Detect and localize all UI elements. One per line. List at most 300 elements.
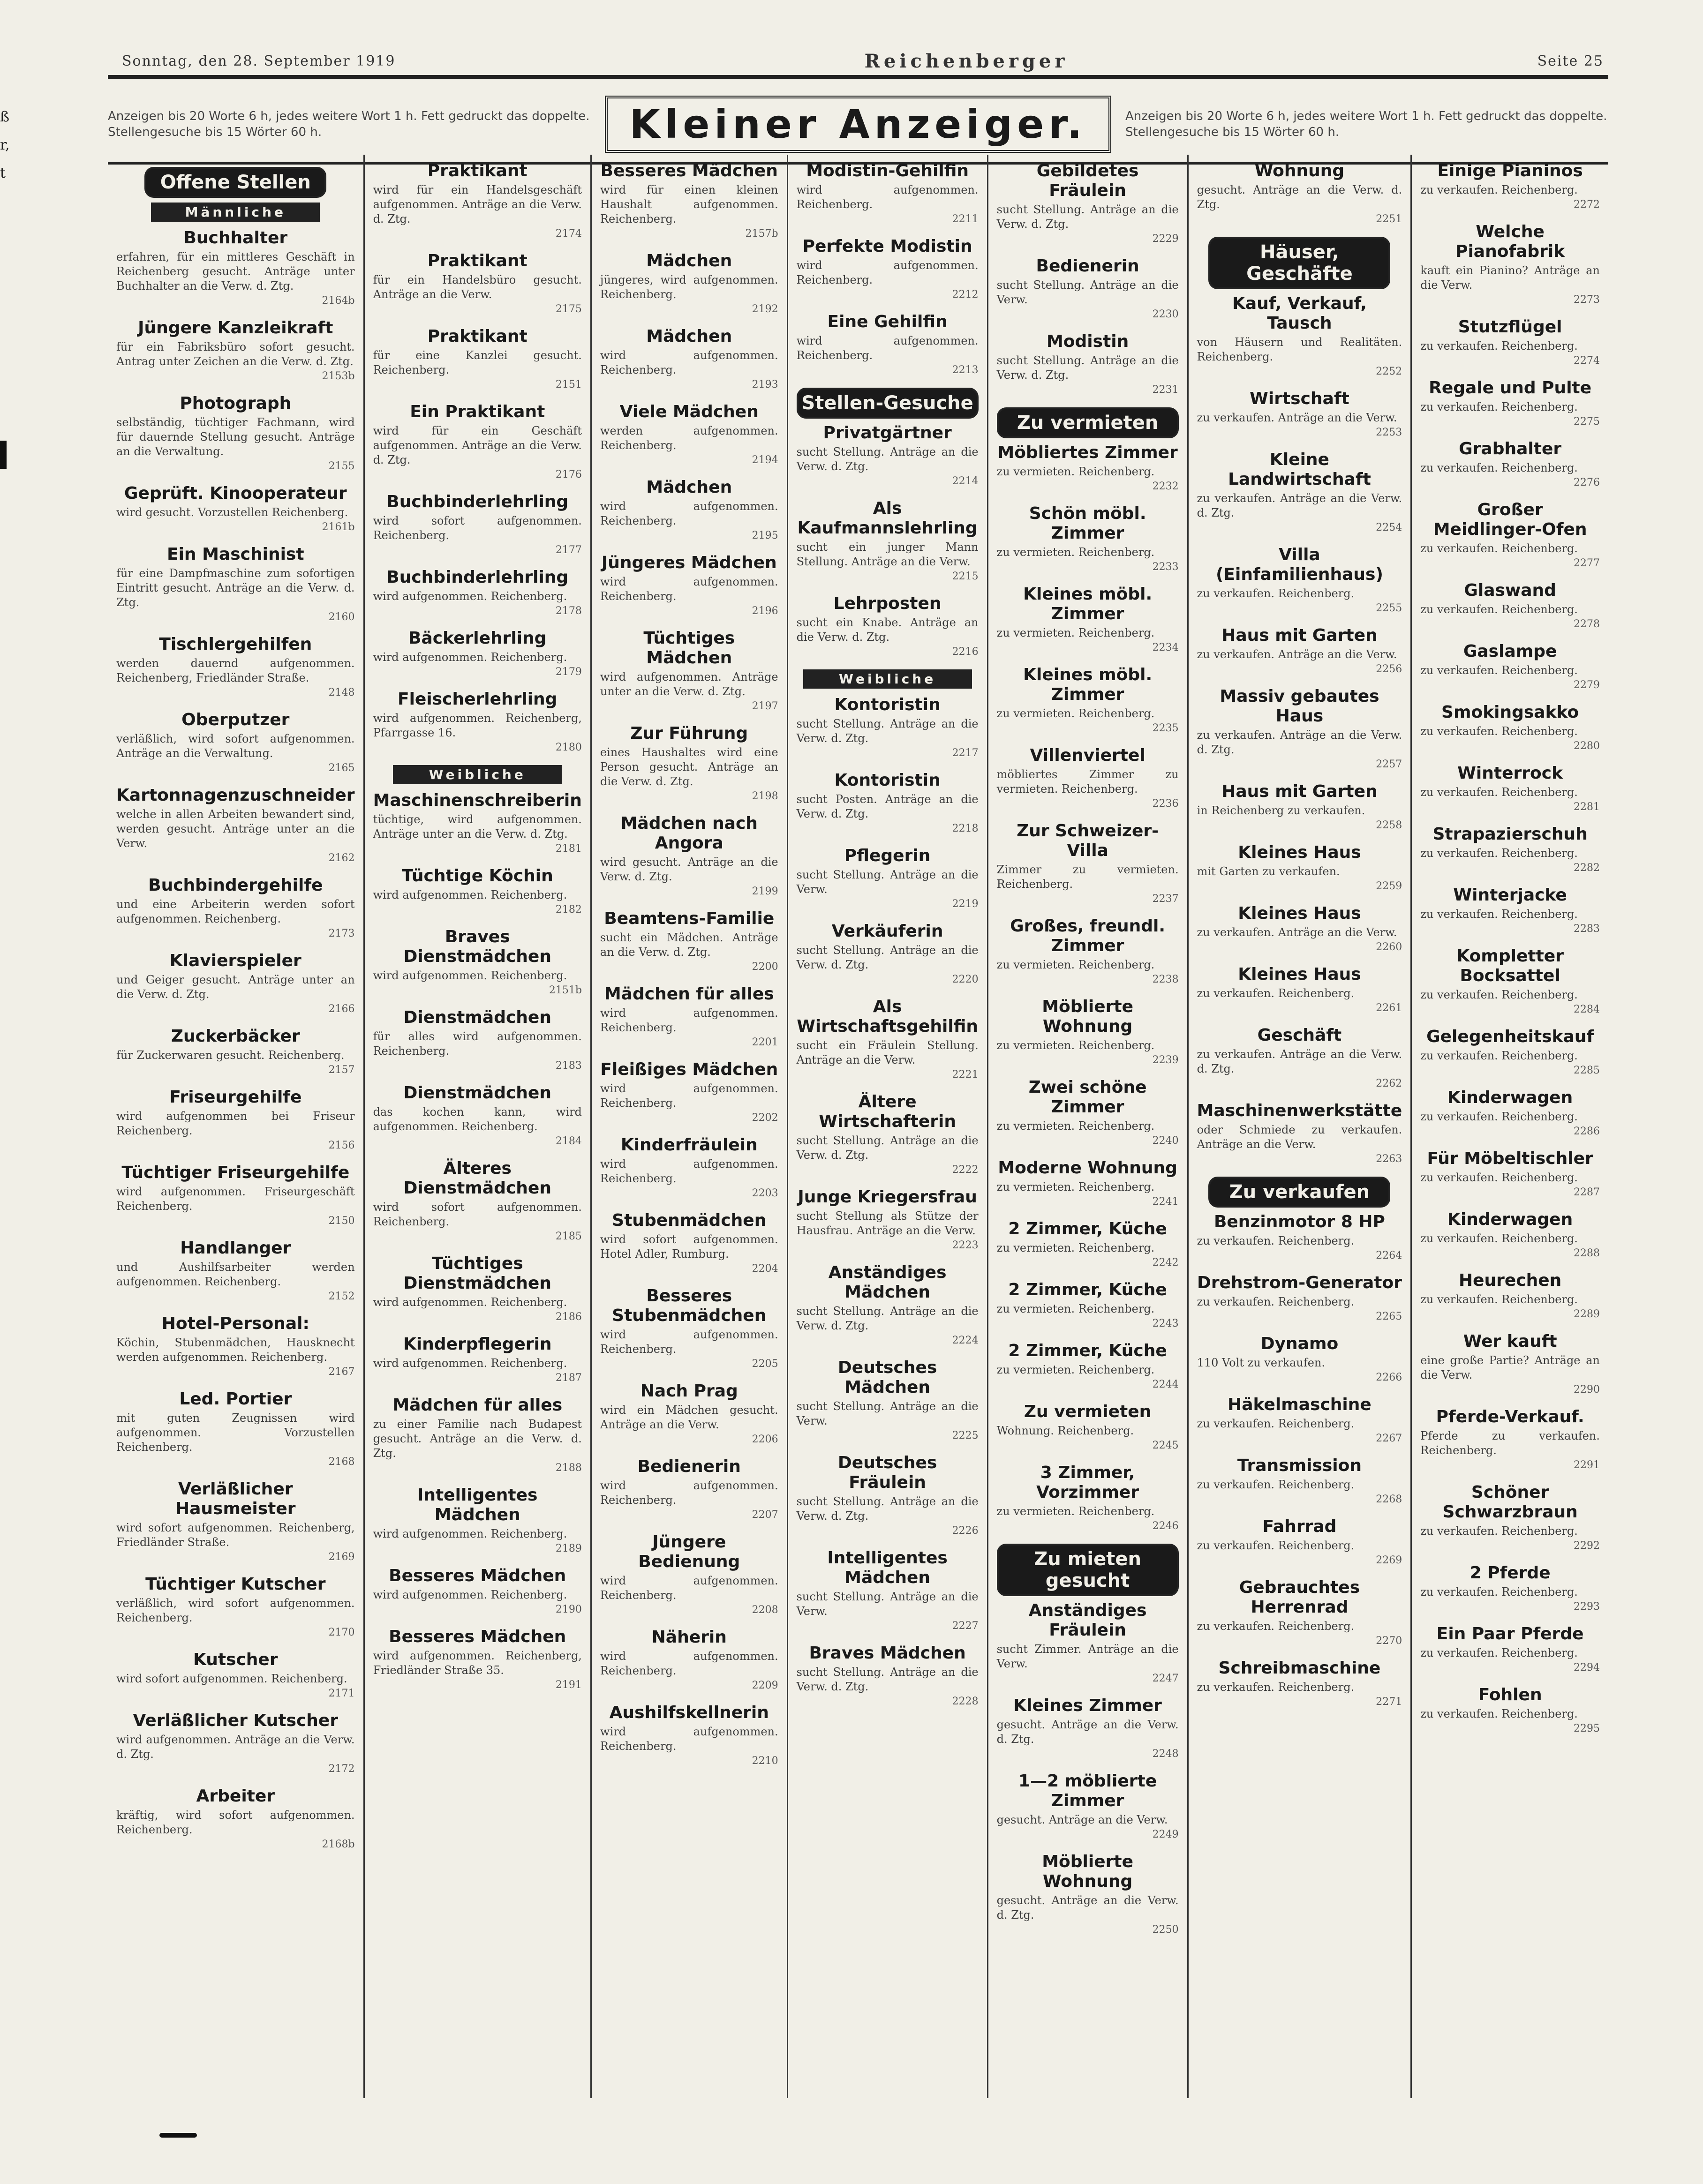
classified-ad: [600, 814, 778, 899]
ad-code: 2185: [555, 1231, 582, 1242]
classified-ad: [1420, 378, 1600, 429]
classified-ad: [116, 1786, 355, 1852]
ad-heading: Besseres Mädchen: [600, 161, 778, 180]
ad-code: 2252: [1376, 366, 1402, 377]
ad-heading: Gebildetes Fräulein: [1036, 161, 1139, 200]
classified-ad: [1420, 1407, 1600, 1472]
ad-heading: Ein Praktikant: [410, 402, 545, 421]
classified-ad: [997, 1601, 1179, 1686]
ad-text: wird aufgenommen. Reichenberg.: [373, 1527, 567, 1540]
classified-ad: [1197, 161, 1402, 226]
ad-code: 2213: [952, 364, 979, 376]
ad-code: 2281: [1574, 801, 1600, 813]
ad-text: für Zuckerwaren gesucht. Reichenberg.: [116, 1049, 345, 1062]
ad-heading: Kutscher: [193, 1650, 278, 1669]
ad-heading: Tüchtiger Friseurgehilfe: [121, 1163, 350, 1182]
ad-text: zu vermieten. Reichenberg.: [996, 707, 1155, 720]
classified-ad: [373, 402, 582, 482]
ad-text: wird sofort aufgenommen. Reichenberg, Friedländer Straße.: [116, 1521, 355, 1549]
ad-text: zu verkaufen. Reichenberg.: [1420, 183, 1578, 196]
classified-ad: [116, 1238, 355, 1304]
ad-heading: Als Kaufmannslehrling: [797, 499, 978, 538]
ad-text: erfahren, für ein mittleres Geschäft in Reichenberg gesucht. Anträge unter Buchhalter an die Verw. d. Ztg.: [116, 250, 355, 293]
section-head-weibliche: Weibliche: [803, 669, 972, 689]
ad-text: in Reichenberg zu verkaufen.: [1197, 804, 1365, 817]
ad-heading: Kinderpflegerin: [403, 1335, 552, 1354]
ad-code: 2292: [1574, 1540, 1600, 1552]
classified-ad: [797, 1263, 979, 1348]
ad-heading: Ein Paar Pferde: [1436, 1624, 1584, 1644]
classified-ad: [1197, 843, 1402, 893]
ad-text: zu vermieten. Reichenberg.: [996, 1180, 1155, 1193]
ad-code: 2152: [328, 1291, 355, 1302]
section-head-zu-vermieten: Zu vermieten: [997, 407, 1179, 438]
ad-text: wird aufgenommen. Anträge unter an die Verw. d. Ztg.: [600, 670, 778, 698]
ad-text: jüngeres, wird aufgenommen. Reichenberg.: [600, 273, 778, 301]
ad-text: für ein Handelsbüro gesucht. Anträge an die Verw.: [373, 273, 582, 301]
ad-code: 2211: [952, 213, 979, 225]
ad-heading: Besseres Mädchen: [389, 1627, 566, 1646]
ad-text: Köchin, Stubenmädchen, Hausknecht werden aufgenommen. Reichenberg.: [116, 1336, 355, 1364]
section-head-haeuser: Häuser, Geschäfte: [1208, 237, 1390, 289]
ad-code: 2287: [1574, 1186, 1600, 1198]
ad-heading: Fleischerlehrling: [397, 690, 558, 709]
classified-ad: [1420, 161, 1600, 212]
classified-ad: [797, 1548, 979, 1633]
classified-ad: [997, 746, 1179, 811]
classified-ad: [1197, 1578, 1402, 1648]
section-head-zu-verkaufen: Zu verkaufen: [1208, 1177, 1390, 1208]
section-head-zu-mieten-gesucht: Zu mieten gesucht: [997, 1544, 1179, 1596]
classified-ad: [1420, 1483, 1600, 1553]
ad-code: 2179: [555, 666, 582, 678]
ad-heading: Pferde-Verkauf.: [1436, 1407, 1584, 1426]
ad-text: wird aufgenommen. Reichenberg.: [796, 183, 979, 211]
ad-heading: Fohlen: [1478, 1685, 1542, 1704]
ad-code: 2157: [328, 1064, 355, 1076]
ad-text: verläßlich, wird sofort aufgenommen. Anträge an die Verwaltung.: [116, 732, 355, 760]
classified-ad: [116, 484, 355, 534]
ad-heading: Kleines Haus: [1238, 904, 1361, 923]
classified-ad: [1197, 450, 1402, 535]
classified-ad: [373, 1486, 582, 1556]
ad-heading: Klavierspieler: [169, 951, 301, 970]
ad-heading: Zuckerbäcker: [171, 1027, 300, 1046]
classified-ad: [797, 997, 979, 1082]
classified-ad: [1197, 1212, 1402, 1263]
ad-heading: Fleißiges Mädchen: [600, 1060, 778, 1079]
classified-ad: [797, 1644, 979, 1709]
ad-code: 2237: [1152, 893, 1179, 905]
ad-heading: Aushilfskellnerin: [609, 1703, 769, 1722]
ad-heading: Deutsches Mädchen: [837, 1358, 937, 1397]
classified-ad: [1420, 317, 1600, 368]
ad-text: eines Haushaltes wird eine Person gesucht. Anträge an die Verw. d. Ztg.: [600, 746, 778, 788]
classified-ad: [1197, 782, 1402, 833]
ad-heading: Moderne Wohnung: [998, 1158, 1177, 1178]
ad-text: zu vermieten. Reichenberg.: [996, 1039, 1155, 1052]
ad-code: 2214: [952, 475, 979, 487]
ad-heading: Massiv gebautes Haus: [1220, 687, 1379, 726]
section-head-weibliche: Weibliche: [393, 765, 562, 784]
classified-ad: [997, 1158, 1179, 1209]
classified-ad: [600, 909, 778, 974]
ad-text: sucht Stellung. Anträge an die Verw. d. Ztg.: [796, 944, 979, 971]
ad-code: 2288: [1574, 1247, 1600, 1259]
ad-code: 2267: [1376, 1433, 1402, 1444]
ads-column-6: [1197, 161, 1402, 1709]
ad-text: zu verkaufen. Reichenberg.: [1197, 1681, 1355, 1694]
ad-heading: Wer kauft: [1463, 1332, 1557, 1351]
ad-text: zu verkaufen. Reichenberg.: [1420, 1232, 1578, 1245]
ad-code: 2295: [1574, 1723, 1600, 1734]
ad-code: 2150: [328, 1215, 355, 1227]
classified-ad: [1197, 1334, 1402, 1385]
classified-ad: [373, 690, 582, 755]
ad-heading: Jüngere Kanzleikraft: [138, 318, 333, 338]
ad-code: 2191: [555, 1679, 582, 1691]
ads-column-5: [997, 161, 1179, 1937]
ad-text: zu verkaufen. Reichenberg.: [1420, 339, 1578, 353]
ad-code: 2286: [1574, 1126, 1600, 1137]
ads-column-7: [1420, 161, 1600, 1736]
ad-code: 2278: [1574, 618, 1600, 630]
ad-text: wird gesucht. Anträge an die Verw. d. Ztg.: [600, 856, 778, 883]
ad-code: 2229: [1152, 233, 1179, 245]
classified-ad: [1197, 1101, 1402, 1166]
classified-ad: [1420, 500, 1600, 570]
ad-text: zu verkaufen. Reichenberg.: [1197, 587, 1355, 600]
ad-heading: Privatgärtner: [823, 423, 952, 443]
ad-heading: Schreibmaschine: [1218, 1659, 1381, 1678]
ad-text: wird ein Mädchen gesucht. Anträge an die Verw.: [600, 1403, 778, 1431]
classified-ad: [373, 1396, 582, 1475]
classified-ad: [600, 724, 778, 803]
ad-heading: Haus mit Garten: [1221, 626, 1378, 645]
ad-heading: Strapazierschuh: [1432, 825, 1588, 844]
ad-code: 2156: [328, 1140, 355, 1151]
column-2: [365, 155, 592, 2098]
ad-heading: Beamtens-Familie: [604, 909, 775, 928]
classified-ad: [116, 951, 355, 1016]
classified-ad: [997, 665, 1179, 736]
ad-text: zu verkaufen. Reichenberg.: [1420, 988, 1578, 1001]
ad-code: 2265: [1376, 1311, 1402, 1322]
ad-text: zu verkaufen. Reichenberg.: [1420, 542, 1578, 555]
ad-text: sucht Stellung. Anträge an die Verw. d. Ztg.: [796, 717, 979, 745]
ad-code: 2284: [1574, 1004, 1600, 1015]
ad-code: 2239: [1152, 1054, 1179, 1066]
ad-code: 2238: [1152, 974, 1179, 985]
ad-heading: Deutsches Fräulein: [837, 1453, 937, 1492]
ad-heading: Buchbindergehilfe: [148, 876, 323, 895]
ad-heading: Perfekte Modistin: [802, 237, 972, 256]
classified-ad: [1197, 626, 1402, 676]
ad-text: zu verkaufen. Anträge an die Verw. d. Ztg.: [1197, 1048, 1402, 1075]
ad-text: wird gesucht. Vorzustellen Reichenberg.: [116, 506, 348, 519]
ad-heading: Praktikant: [427, 161, 527, 180]
ad-heading: Kompletter Bocksattel: [1456, 946, 1564, 985]
ad-heading: Kinderfräulein: [620, 1135, 758, 1155]
ad-heading: Buchbinderlehrling: [386, 568, 569, 587]
ad-text: zu verkaufen. Reichenberg.: [1420, 1110, 1578, 1123]
classified-ad: [1420, 825, 1600, 875]
ad-text: sucht Stellung. Anträge an die Verw.: [796, 1400, 979, 1427]
ad-code: 2223: [952, 1239, 979, 1251]
column-6: [1189, 155, 1412, 2098]
ad-code: 2196: [752, 605, 778, 617]
ad-code: 2243: [1152, 1318, 1179, 1329]
ad-code: 2203: [752, 1187, 778, 1199]
running-head-page: Seite 25: [1537, 53, 1604, 69]
classified-ad: [600, 1703, 778, 1768]
ad-code: 2180: [555, 742, 582, 753]
classified-ad: [997, 161, 1179, 246]
ad-text: wird aufgenommen bei Friseur Reichenberg.: [116, 1110, 355, 1137]
column-7: [1412, 155, 1608, 2098]
ad-heading: Geprüft. Kinooperateur: [124, 484, 347, 503]
classified-ad: [1197, 389, 1402, 440]
ad-text: zu verkaufen. Reichenberg.: [1197, 1620, 1355, 1633]
ad-heading: Möbliertes Zimmer: [997, 443, 1178, 462]
ad-text: sucht Stellung als Stütze der Hausfrau. Anträge an die Verw.: [796, 1209, 979, 1237]
ad-text: eine große Partie? Anträge an die Verw.: [1420, 1354, 1600, 1381]
classified-ad: [1420, 1624, 1600, 1675]
classified-ad: [997, 1280, 1179, 1331]
classified-ad: [1420, 886, 1600, 936]
ad-heading: Villa (Einfamilienhaus): [1215, 545, 1383, 584]
ad-text: zu verkaufen. Reichenberg.: [1420, 908, 1578, 921]
classified-ad: [116, 1163, 355, 1228]
ad-heading: Stutzflügel: [1458, 317, 1562, 337]
classified-ad: [116, 394, 355, 473]
ad-code: 2235: [1152, 722, 1179, 734]
ad-heading: Gelegenheitskauf: [1426, 1027, 1594, 1046]
ad-code: 2148: [328, 687, 355, 698]
classified-ad: [997, 916, 1179, 987]
classified-ad: [1197, 965, 1402, 1015]
ad-code: 2172: [328, 1763, 355, 1775]
ad-code: 2184: [555, 1135, 582, 1147]
ad-heading: Bäckerlehrling: [408, 629, 547, 648]
ad-heading: Kleines Haus: [1238, 843, 1361, 862]
ad-text: und Aushilfsarbeiter werden aufgenommen. Reichenberg.: [116, 1261, 355, 1288]
ad-code: 2169: [328, 1551, 355, 1563]
ad-code: 2205: [752, 1358, 778, 1370]
classified-ad: [797, 846, 979, 911]
ad-text: zu einer Familie nach Budapest gesucht. Anträge an die Verw. d. Ztg.: [373, 1418, 582, 1460]
ad-code: 2202: [752, 1112, 778, 1124]
ad-text: kauft ein Pianino? Anträge an die Verw.: [1420, 264, 1600, 292]
ad-code: 2174: [555, 228, 582, 240]
ad-heading: Intelligentes Mädchen: [417, 1486, 538, 1524]
classified-ad: [797, 922, 979, 987]
classified-ad: [1197, 904, 1402, 954]
ad-code: 2228: [952, 1696, 979, 1707]
ad-code: 2263: [1376, 1153, 1402, 1165]
ad-heading: Kleines möbl. Zimmer: [1023, 585, 1153, 623]
ad-heading: Viele Mädchen: [619, 402, 759, 421]
left-margin-marks: ß r, t: [0, 109, 10, 181]
ad-text: wird sofort aufgenommen. Hotel Adler, Rumburg.: [600, 1233, 778, 1261]
classified-ad: [797, 1358, 979, 1443]
column-1: [108, 155, 365, 2098]
ad-code: 2231: [1152, 384, 1179, 396]
ad-code: 2177: [555, 544, 582, 556]
classified-ad: [1420, 946, 1600, 1017]
ad-code: 2271: [1376, 1696, 1402, 1708]
classified-columns: [108, 155, 1608, 2124]
ad-code: 2198: [752, 790, 778, 802]
ads-column-2: [373, 161, 582, 1692]
classified-ad: [1420, 1685, 1600, 1736]
classified-ad: [797, 771, 979, 836]
ad-code: 2258: [1376, 819, 1402, 831]
ad-text: zu vermieten. Reichenberg.: [996, 1505, 1155, 1518]
ad-heading: Dienstmädchen: [403, 1008, 551, 1027]
classified-ad: [373, 1335, 582, 1385]
classified-ad: [116, 228, 355, 308]
ad-text: wird aufgenommen. Reichenberg.: [600, 349, 778, 376]
ad-code: 2151: [555, 379, 582, 390]
ad-text: sucht Posten. Anträge an die Verw. d. Ztg.: [796, 793, 979, 820]
ad-text: wird aufgenommen. Reichenberg.: [373, 651, 567, 664]
classified-ad: [373, 629, 582, 679]
ad-code: 2183: [555, 1060, 582, 1072]
ad-heading: Friseurgehilfe: [169, 1088, 302, 1107]
ad-heading: Bedienerin: [637, 1457, 741, 1476]
ad-text: zu verkaufen. Reichenberg.: [1420, 1585, 1578, 1599]
ad-heading: Drehstrom-Generator: [1197, 1273, 1402, 1292]
classified-ad: [797, 1453, 979, 1538]
ad-heading: Kontoristin: [834, 771, 941, 790]
classified-ad: [997, 256, 1179, 322]
ad-code: 2234: [1152, 642, 1179, 653]
ad-code: 2273: [1574, 294, 1600, 306]
ad-heading: Besseres Mädchen: [389, 1566, 566, 1585]
ad-code: 2188: [555, 1462, 582, 1474]
ad-text: zu verkaufen. Reichenberg.: [1420, 847, 1578, 860]
ad-code: 2162: [328, 852, 355, 864]
ad-text: zu verkaufen. Reichenberg.: [1420, 1049, 1578, 1062]
ad-text: und Geiger gesucht. Anträge unter an die Verw. d. Ztg.: [116, 973, 355, 1001]
ad-heading: Kinderwagen: [1447, 1210, 1573, 1229]
ad-text: sucht ein Knabe. Anträge an die Verw. d. Ztg.: [796, 616, 979, 644]
ad-text: wird für ein Handelsgeschäft aufgenommen. Anträge an die Verw. d. Ztg.: [373, 183, 582, 225]
rates-notice-right: Anzeigen bis 20 Worte 6 h, jedes weitere Wort 1 h. Fett gedruckt das doppelte. Stellengesuche bis 15 Wörter 60 h.: [1125, 109, 1607, 139]
masthead: [108, 89, 1608, 159]
classified-ad: [997, 997, 1179, 1067]
ad-text: zu verkaufen. Reichenberg.: [1420, 1646, 1578, 1659]
ad-heading: Großer Meidlinger-Ofen: [1433, 500, 1587, 539]
ad-code: 2291: [1574, 1459, 1600, 1471]
ad-text: wird aufgenommen. Reichenberg, Pfarrgasse 16.: [373, 712, 582, 739]
ad-heading: Benzinmotor 8 HP: [1213, 1212, 1385, 1231]
classified-ad: [600, 984, 778, 1050]
classified-ad: [600, 1381, 778, 1447]
classified-ad: [600, 1457, 778, 1522]
ad-heading: Grabhalter: [1459, 439, 1562, 458]
ad-code: 2264: [1376, 1250, 1402, 1261]
ad-heading: Verläßlicher Kutscher: [133, 1711, 339, 1730]
classified-ad: [1420, 1027, 1600, 1078]
ad-code: 2165: [328, 762, 355, 774]
ad-text: zu vermieten. Reichenberg.: [996, 465, 1155, 478]
ad-text: zu verkaufen. Reichenberg.: [1197, 1417, 1355, 1430]
classified-ad: [116, 1711, 355, 1776]
ad-text: wird aufgenommen. Friseurgeschäft Reichenberg.: [116, 1185, 355, 1213]
ad-heading: Nach Prag: [640, 1381, 738, 1401]
classified-ad: [600, 553, 778, 618]
ad-text: wird aufgenommen. Reichenberg.: [600, 1328, 778, 1356]
ad-heading: Kleine Landwirtschaft: [1228, 450, 1371, 489]
ad-text: zu verkaufen. Reichenberg.: [1420, 461, 1578, 474]
classified-ad: [997, 1219, 1179, 1270]
ad-text: zu verkaufen. Anträge an die Verw. d. Ztg.: [1197, 492, 1402, 519]
ad-text: zu vermieten. Reichenberg.: [996, 1119, 1155, 1133]
ad-heading: Häkelmaschine: [1228, 1395, 1371, 1414]
ad-heading: 2 Pferde: [1469, 1563, 1551, 1583]
ad-code: 2199: [752, 886, 778, 897]
classified-ad: [1420, 1088, 1600, 1139]
ad-text: zu verkaufen. Reichenberg.: [1197, 1478, 1355, 1491]
classified-ad: [797, 695, 979, 760]
ad-text: wird aufgenommen. Reichenberg.: [373, 1296, 567, 1309]
ad-code: 2216: [952, 646, 979, 658]
ad-text: wird aufgenommen. Reichenberg.: [600, 1006, 778, 1034]
ad-text: wird aufgenommen. Reichenberg.: [373, 888, 567, 901]
ad-text: wird aufgenommen. Reichenberg.: [600, 1157, 778, 1185]
ad-text: zu vermieten. Reichenberg.: [996, 958, 1155, 971]
ad-code: 2161b: [322, 521, 355, 533]
ad-heading: Modistin-Gehilfin: [806, 161, 969, 180]
ad-code: 2212: [952, 289, 979, 300]
ad-code: 2283: [1574, 923, 1600, 935]
ad-code: 2182: [555, 904, 582, 916]
ad-heading: Winterrock: [1457, 764, 1563, 783]
classified-ad: [373, 1008, 582, 1073]
ad-text: zu verkaufen. Reichenberg.: [1420, 1171, 1578, 1184]
ad-code: 2259: [1376, 880, 1402, 892]
classified-ad: [373, 492, 582, 557]
ad-text: wird aufgenommen. Reichenberg.: [373, 969, 567, 982]
ad-text: kräftig, wird sofort aufgenommen. Reichenberg.: [116, 1809, 355, 1836]
ad-text: werden aufgenommen. Reichenberg.: [600, 424, 778, 452]
ad-code: 2178: [555, 605, 582, 617]
ad-text: zu verkaufen. Reichenberg.: [1420, 664, 1578, 677]
ad-heading: Jüngeres Mädchen: [601, 553, 777, 572]
classified-ad: [116, 1389, 355, 1469]
ad-heading: Tüchtiges Dienstmädchen: [403, 1254, 551, 1293]
classified-ad: [1197, 1517, 1402, 1568]
classified-ad: [797, 423, 979, 488]
ad-text: zu vermieten. Reichenberg.: [996, 1241, 1155, 1254]
column-4: [788, 155, 988, 2098]
ad-code: 2241: [1152, 1196, 1179, 1208]
ad-code: 2268: [1376, 1494, 1402, 1505]
ad-code: 2157b: [745, 228, 778, 240]
ad-heading: Oberputzer: [181, 710, 290, 729]
ad-code: 2269: [1376, 1554, 1402, 1566]
ads-column-3: [600, 161, 778, 1768]
ad-code: 2285: [1574, 1065, 1600, 1076]
ad-heading: Junge Kriegersfrau: [798, 1187, 977, 1207]
ad-text: zu vermieten. Reichenberg.: [996, 626, 1155, 639]
classified-ad: [997, 443, 1179, 494]
ad-heading: Möblierte Wohnung: [1042, 997, 1134, 1036]
ad-code: 2220: [952, 974, 979, 985]
classified-ad: [997, 1463, 1179, 1533]
